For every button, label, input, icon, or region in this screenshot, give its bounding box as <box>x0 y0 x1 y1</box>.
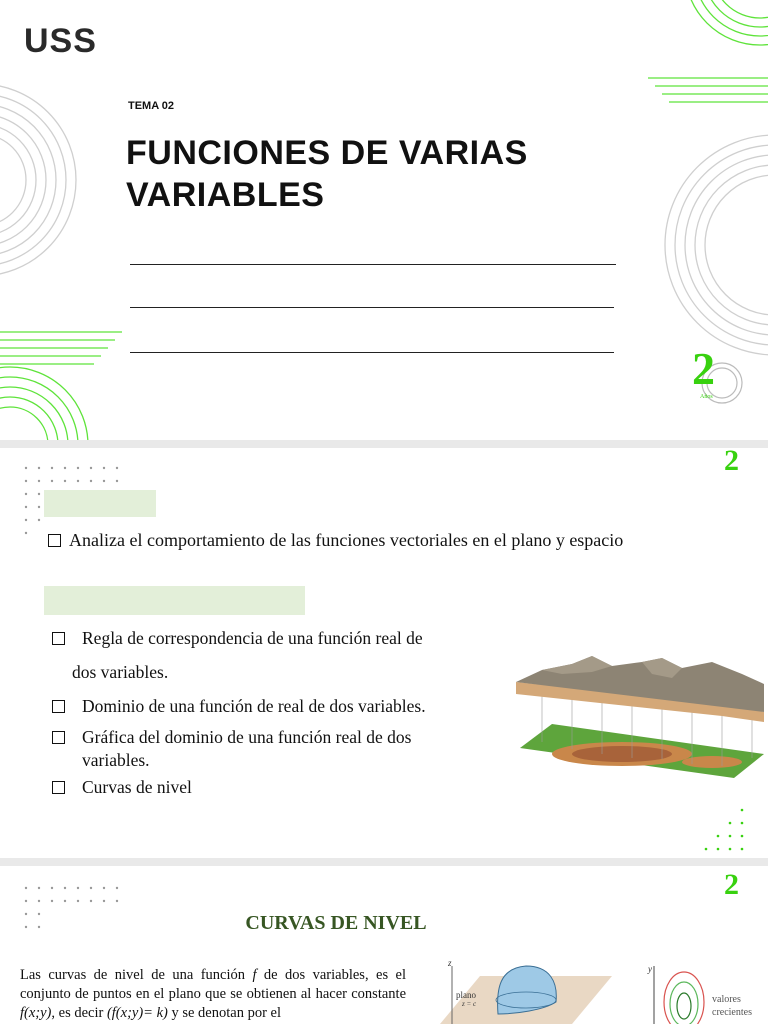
anniversary-badge-number: 2 <box>692 343 715 394</box>
para-text: constante <box>351 986 407 1002</box>
page-title <box>126 132 606 216</box>
para-math: f(x;y) <box>20 1005 52 1021</box>
uss-logo: USS <box>24 22 97 60</box>
list-item-continuation: variables. <box>82 750 150 770</box>
topic-number: TEMA 02 <box>128 100 175 112</box>
section-heading: CURVAS DE NIVEL <box>245 912 427 934</box>
anniversary-badge-label: Años <box>700 394 713 400</box>
list-item <box>52 694 426 718</box>
anniversary-badge-number: 2 <box>724 868 739 901</box>
checkbox-icon <box>52 731 65 744</box>
learning-objective <box>48 530 623 551</box>
list-item-text: Regla de correspondencia de una función real de <box>82 628 423 648</box>
para-text: el conjunto de puntos en el plano que se obtienen al hacer <box>20 967 406 1002</box>
figure-label-valores: valores <box>712 994 741 1005</box>
list-item <box>52 626 423 650</box>
list-item-text: Dominio de una función de real de dos variables. <box>82 696 426 716</box>
axis-label-y: y <box>648 964 652 974</box>
decorative-circles <box>0 0 768 440</box>
checkbox-icon <box>48 534 61 547</box>
slide-objectives <box>0 448 768 858</box>
para-math: (f(x;y)= k) <box>106 1005 168 1021</box>
para-text: Las curvas de nivel de una función <box>20 967 245 983</box>
para-math: f <box>252 967 257 983</box>
section-header-highlight <box>44 490 156 517</box>
slide-level-curves <box>0 866 768 1024</box>
blank-line-1 <box>130 264 616 265</box>
title-line-1: FUNCIONES DE VARIAS <box>126 134 528 172</box>
figure-label-zc: z = c <box>462 1000 477 1008</box>
list-item-text: Curvas de nivel <box>82 777 192 797</box>
checkbox-icon <box>52 700 65 713</box>
list-item <box>52 775 192 799</box>
title-line-2: VARIABLES <box>126 176 325 214</box>
terrain-contour-illustration <box>512 654 764 778</box>
definition-paragraph <box>20 966 406 1023</box>
checkbox-icon <box>52 781 65 794</box>
checkbox-icon <box>52 632 65 645</box>
para-text: y se denotan por el <box>171 1005 281 1021</box>
blank-line-2 <box>130 307 614 308</box>
para-text: de dos variables, es <box>263 967 389 983</box>
list-item-text: Gráfica del dominio de una función real de dos <box>82 727 412 747</box>
blank-line-3 <box>130 352 614 353</box>
objective-text: Analiza el comportamiento de las funciones vectoriales en el plano y espacio <box>69 530 624 550</box>
figure-label-plane: plano <box>456 990 476 1000</box>
list-item-continuation: dos variables. <box>72 662 169 682</box>
axis-label-z: z <box>448 958 452 968</box>
list-item <box>52 725 411 749</box>
contour-map-figure <box>646 964 708 1024</box>
anniversary-badge-number: 2 <box>724 448 739 477</box>
para-text: , es decir <box>51 1005 104 1021</box>
slide-cover <box>0 0 768 440</box>
section-header-highlight <box>44 586 305 615</box>
figure-label-crecientes: crecientes <box>712 1007 752 1018</box>
